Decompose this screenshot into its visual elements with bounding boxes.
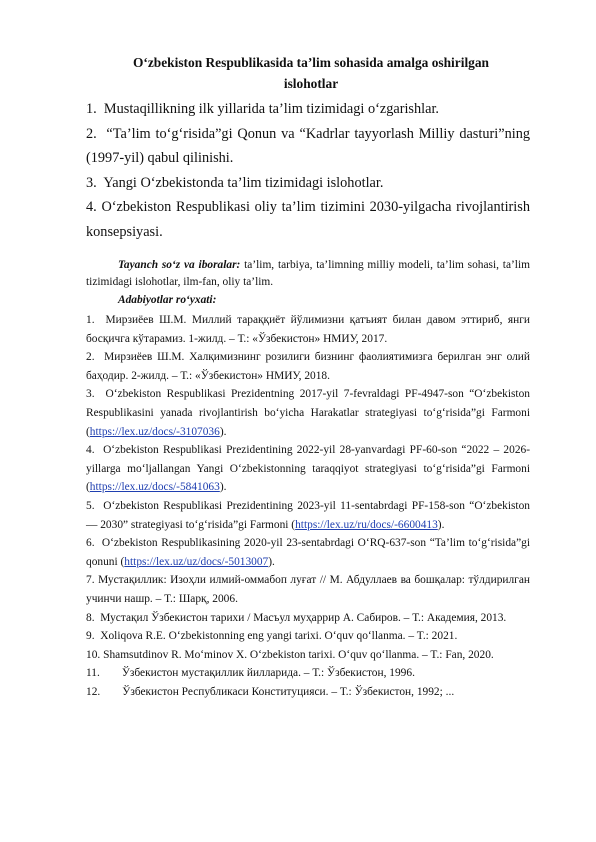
reference-number: 6. bbox=[86, 537, 95, 550]
keywords-text: ta’lim, tarbiya, ta’limning milliy modeli, ta’lim sohasi, ta’lim tizimidagi islohotlar, ilm-fan, oliy ta’lim. bbox=[86, 258, 530, 289]
reference-number: 1. bbox=[86, 314, 95, 327]
reference-text: O‘zbekiston Respublikasining 2020-yil 23-sentabrdagi O‘RQ-637-son “Ta’lim to‘g‘risida”gi qonuni ( bbox=[86, 537, 530, 568]
reference-text: Мирзиёев Ш.М. Миллий тараққиёт йўлимизни қатъият билан давом эттириб, янги босқичга кўтарамиз. 1-жилд. – Т.: «Ўзбекистон» НМИУ, 2017. bbox=[86, 314, 531, 345]
reference-item bbox=[86, 385, 530, 441]
reference-text: Ўзбекистон Республикаси Конституцияси. – Т.: Ўзбекистон, 1992; ... bbox=[122, 685, 455, 698]
keywords-label: Tayanch so‘z va iboralar: bbox=[118, 258, 241, 271]
plan-item-number: 1. bbox=[86, 101, 97, 117]
plan-item-text: Mustaqillikning ilk yillarida ta’lim tizimidagi o‘zgarishlar. bbox=[103, 101, 440, 117]
plan-item-text: Yangi O‘zbekistonda ta’lim tizimidagi islohotlar. bbox=[103, 174, 384, 191]
reference-item bbox=[86, 497, 530, 534]
reference-number: 5. bbox=[86, 500, 95, 512]
reference-number: 4. bbox=[86, 444, 95, 457]
title-line-1: O‘zbekiston Respublikasida ta’lim sohasida amalga oshirilgan bbox=[132, 55, 490, 70]
reference-number: 12. bbox=[86, 685, 101, 698]
reference-number: 7. bbox=[86, 574, 95, 587]
reference-link[interactable]: https://lex.uz/docs/-5841063 bbox=[89, 481, 220, 494]
plan-item-number: 4. bbox=[86, 199, 97, 216]
reference-link-suffix: ). bbox=[219, 425, 227, 438]
references-list bbox=[86, 311, 530, 701]
reference-item bbox=[86, 664, 530, 683]
reference-text: Мустақиллик: Изоҳли илмий-оммабоп луғат // М. Абдуллаев ва бошқалар: тўлдирилган учинчи нашр. – Т.: Шарқ, 2006. bbox=[86, 574, 530, 605]
document-page bbox=[86, 52, 530, 702]
reference-number: 2. bbox=[86, 351, 95, 364]
plan-item bbox=[86, 97, 530, 122]
reference-item bbox=[86, 441, 530, 497]
plan-item-text: “Ta’lim to‘g‘risida”gi Qonun va “Kadrlar tayyorlash Milliy dasturi”ning (1997-yil) qabul qilinishi. bbox=[86, 125, 530, 167]
reference-text: Shamsutdinov R. Mo‘minov X. O‘zbekiston tarixi. O‘quv qo‘llanma. – T.: Fan, 2020. bbox=[103, 648, 494, 661]
reference-item bbox=[86, 348, 530, 385]
reference-item bbox=[86, 627, 530, 646]
plan-item bbox=[86, 171, 530, 196]
reference-link[interactable]: https://lex.uz/uz/docs/-5013007 bbox=[124, 555, 269, 568]
references-heading: Adabiyotlar ro‘yxati: bbox=[118, 293, 217, 306]
reference-link-suffix: ). bbox=[219, 481, 227, 494]
reference-item bbox=[86, 311, 530, 348]
reference-number: 11. bbox=[86, 667, 100, 680]
plan-item-text: O‘zbekiston Respublikasi oliy ta’lim tizimini 2030-yilgacha rivojlantirish konsepsiyasi. bbox=[86, 199, 530, 240]
reference-item bbox=[86, 534, 530, 571]
plan-item-number: 2. bbox=[86, 125, 97, 142]
document-title bbox=[86, 52, 530, 94]
reference-item bbox=[86, 646, 530, 665]
reference-text: Мустақил Ўзбекистон тарихи / Масъул муҳаррир А. Сабиров. – Т.: Академия, 2013. bbox=[100, 611, 507, 624]
reference-link-suffix: ). bbox=[268, 555, 275, 568]
reference-number: 9. bbox=[86, 630, 95, 643]
reference-link[interactable]: https://lex.uz/ru/docs/-6600413 bbox=[295, 518, 438, 531]
plan-list bbox=[86, 97, 530, 245]
reference-item bbox=[86, 683, 530, 702]
plan-item bbox=[86, 122, 530, 171]
reference-link[interactable]: https://lex.uz/docs/-3107036 bbox=[89, 425, 220, 438]
keywords-paragraph bbox=[86, 257, 530, 292]
reference-text: O‘zbekiston Respublikasi Prezidentining 2023-yil 11-sentabrdagi PF-158-son “O‘zbekiston — 2030” strategiyasi to‘g‘risida”gi Farmoni ( bbox=[86, 500, 530, 531]
reference-text: Xoliqova R.E. O‘zbekistonning eng yangi tarixi. O‘quv qo‘llanma. – T.: 2021. bbox=[100, 630, 458, 643]
reference-text: Мирзиёев Ш.М. Халқимизнинг розилиги бизнинг фаолиятимизга берилган энг олий баҳодир. 2-жилд. – Т.: «Ўзбекистон» НМИУ, 2018. bbox=[86, 351, 530, 382]
plan-item bbox=[86, 195, 530, 244]
reference-number: 8. bbox=[86, 611, 95, 624]
reference-text: O‘zbekiston Respublikasi Prezidentning 2017-yil 7-fevraldagi PF-4947-son “O‘zbekiston Respublikasini yanada rivojlantirish bo‘yicha Harakatlar strategiyasi to‘g‘risida”gi Farmoni ( bbox=[86, 388, 530, 438]
reference-item bbox=[86, 609, 530, 628]
reference-text: Ўзбекистон мустақиллик йилларида. – Т.: Ўзбекистон, 1996. bbox=[121, 667, 415, 680]
title-line-2: islohotlar bbox=[283, 76, 339, 91]
reference-link-suffix: ). bbox=[437, 518, 445, 531]
reference-number: 3. bbox=[86, 388, 95, 401]
plan-item-number: 3. bbox=[86, 174, 97, 191]
reference-text: O‘zbekiston Respublikasi Prezidentining 2022-yil 28-yanvardagi PF-60-son “2022 – 2026-yillarga mo‘ljallangan Yangi O‘zbekistonning taraqqiyot strategiyasi to‘g‘risida”gi Farmoni ( bbox=[86, 444, 530, 494]
reference-item bbox=[86, 571, 530, 608]
reference-number: 10. bbox=[86, 648, 101, 661]
